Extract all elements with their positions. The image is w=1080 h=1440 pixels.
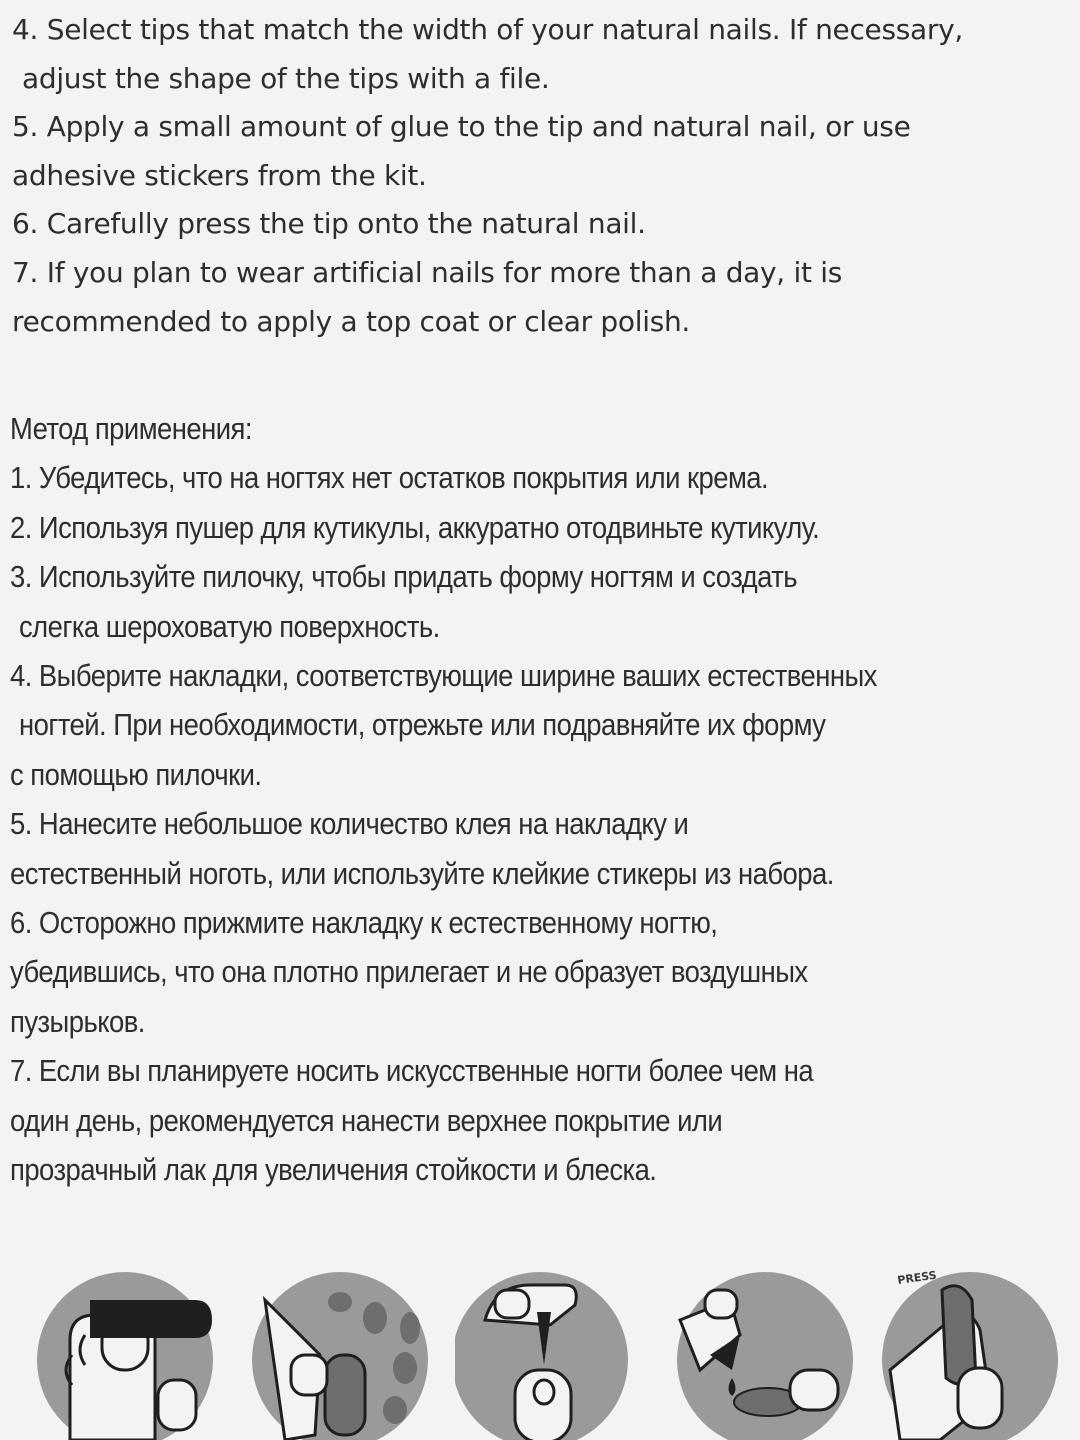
ru-step-3-line-2: слегка шероховатую поверхность. <box>19 609 440 644</box>
en-step-4-line-1: 4. Select tips that match the width of your natural nails. If necessary, <box>12 13 963 46</box>
ru-step-4-line-2: ногтей. При необходимости, отрежьте или подравняйте их форму <box>19 708 826 743</box>
ru-step-7-line-2: один день, рекомендуется нанести верхнее покрытие или <box>10 1103 723 1138</box>
thumb-nail <box>291 1355 327 1395</box>
english-instructions <box>12 6 1072 346</box>
glue-illustration <box>455 1260 645 1440</box>
finger-tip <box>158 1380 196 1430</box>
ru-step-2-line-1: 2. Используя пушер для кутикулы, аккуратно отодвиньте кутикулу. <box>10 510 820 545</box>
ru-step-4-line-3: с помощью пилочки. <box>10 757 262 792</box>
tip-piece-3 <box>400 1312 420 1344</box>
ru-step-4-line-1: 4. Выберите накладки, соответствующие ширине ваших естественных <box>10 659 877 694</box>
instruction-illustrations <box>0 1260 1080 1440</box>
en-step-5-line-2: adhesive stickers from the kit. <box>12 158 427 192</box>
glue-tip-illustration <box>670 1260 860 1440</box>
ru-step-6-line-3: пузырьков. <box>10 1004 145 1039</box>
en-step-6-line-1: 6. Carefully press the tip onto the natural nail. <box>12 207 646 241</box>
tip-piece-4 <box>393 1352 417 1384</box>
tip-piece-5 <box>383 1396 407 1424</box>
press-label: PRESS <box>896 1268 938 1287</box>
en-step-4-line-2: adjust the shape of the tips with a file. <box>22 61 550 95</box>
hand-nail <box>705 1290 737 1318</box>
finger-with-tip <box>325 1355 365 1435</box>
ru-step-6-line-1: 6. Осторожно прижмите накладку к естественному ногтю, <box>10 906 718 941</box>
other-finger <box>790 1370 838 1410</box>
upper-nail <box>495 1290 529 1318</box>
en-step-7-line-2: recommended to apply a top coat or clear polish. <box>12 304 691 338</box>
ru-step-7-line-3: прозрачный лак для увеличения стойкости и блеска. <box>10 1153 657 1188</box>
glue-drop <box>534 1380 554 1404</box>
nail-tips-illustration <box>245 1260 435 1440</box>
russian-instructions <box>10 405 969 1196</box>
tip-piece-2 <box>363 1302 387 1334</box>
press-illustration <box>880 1260 1070 1440</box>
ru-step-1-line-1: 1. Убедитесь, что на ногтях нет остатков покрытия или крема. <box>10 461 769 496</box>
en-step-7-line-1: 7. If you plan to wear artificial nails for more than a day, it is <box>12 255 843 289</box>
ru-step-5-line-1: 5. Нанесите небольшое количество клея на накладку и <box>10 807 689 842</box>
ru-heading: Метод применения: <box>10 412 252 446</box>
tip-piece-1 <box>328 1292 352 1312</box>
pusher-tool <box>90 1300 212 1338</box>
cuticle-pusher-illustration <box>30 1260 220 1440</box>
en-step-5-line-1: 5. Apply a small amount of glue to the tip and natural nail, or use <box>12 110 911 144</box>
pressing-thumb <box>958 1368 1002 1428</box>
ru-step-6-line-2: убедившись, что она плотно прилегает и не образует воздушных <box>10 955 808 990</box>
ru-step-3-line-1: 3. Используйте пилочку, чтобы придать форму ногтям и создать <box>10 560 798 595</box>
ru-step-7-line-1: 7. Если вы планируете носить искусственные ногти более чем на <box>10 1054 814 1089</box>
ru-step-5-line-2: естественный ноготь, или используйте клейкие стикеры из набора. <box>10 856 834 891</box>
